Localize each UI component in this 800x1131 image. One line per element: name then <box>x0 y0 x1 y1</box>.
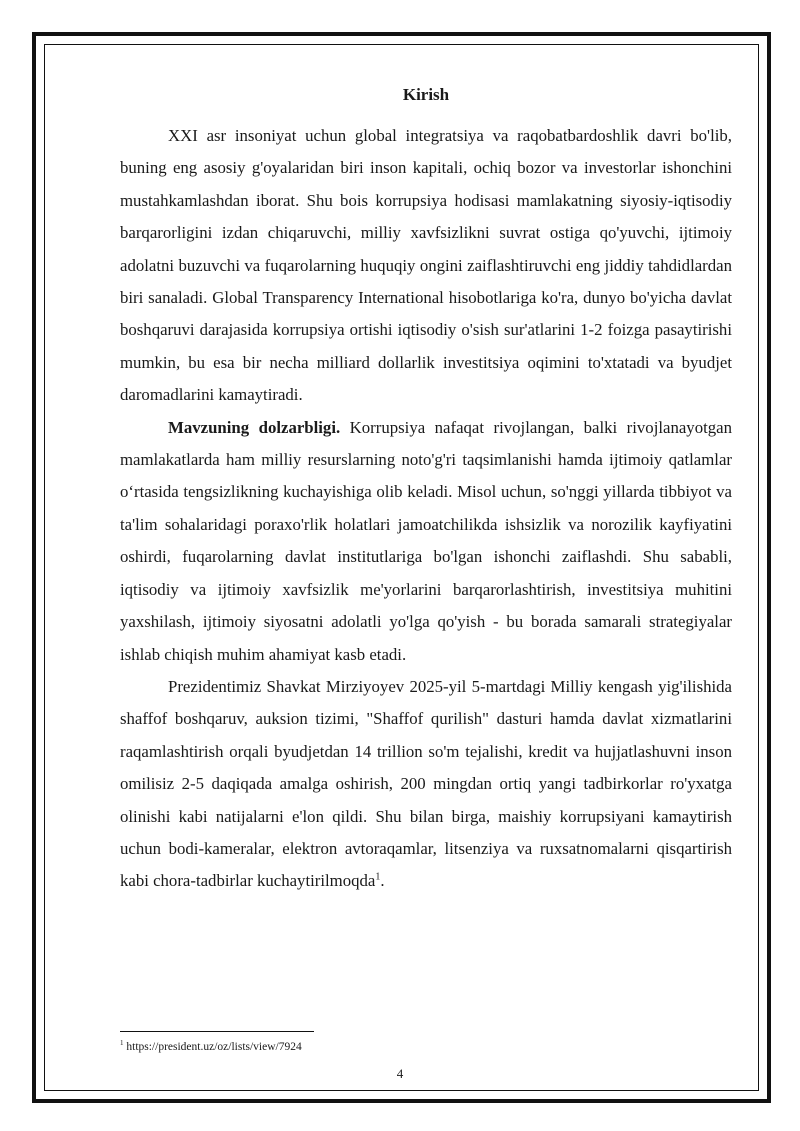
paragraph-intro: XXI asr insoniyat uchun global integratsiya va raqobatbardoshlik davri bo'lib, buning eng asosiy g'oyalaridan biri inson kapitali, ochiq bozor va investorlar ishonchini mustahkamlashdan iborat. Shu bois korrupsiya hodisasi mamlakatning siyosiy-iqtisodiy barqarorligini izdan chiqaruvchi, milliy xavfsizlikni suvrat ostiga qo'yuvchi, ijtimoiy adolatni buzuvchi va fuqarolarning huquqiy ongini zaiflashtiruvchi eng jiddiy tahdidlardan biri sanaladi. Global Transparency International hisobotlariga ko'ra, dunyo bo'yicha davlat boshqaruvi darajasida korrupsiya ortishi iqtisodiy o'sish sur'atlarini 1-2 foizga pasaytirishi mumkin, bu esa bir necha milliard dollarlik investitsiya oqimini to'xtatadi va byudjet daromadlarini kamaytiradi. <box>120 126 732 405</box>
relevance-lead: Mavzuning dolzarbligi. <box>168 417 341 437</box>
section-heading: Kirish <box>402 85 450 104</box>
footnote <box>120 1039 302 1055</box>
footnote-link[interactable]: https://president.uz/oz/lists/view/7924 <box>123 1041 302 1053</box>
president-text: Prezidentimiz Shavkat Mirziyoyev 2025-yil 5-martdagi Milliy kengash yig'ilishida shaffof boshqaruv, auksion tizimi, "Shaffof qurilish" dasturi hamda davlat xizmatlarini raqamlashtirish orqali byudjetdan 14 trillion so'm tejalishi, kredit va hujjatlashuvni inson omilisiz 2-5 daqiqada amalga oshirish, 200 mingdan ortiq yangi tadbirkorlar ro'yxatga olinishi kabi natijalarni e'lon qildi. Shu bilan birga, maishiy korrupsiyani kamaytirish uchun bodi-kameralar, elektron avtoraqamlar, litsenziya va ruxsatnomalarni qisqartirish kabi chora-tadbirlar kuchaytirilmoqda <box>120 676 732 891</box>
footnote-marker: 1 <box>120 1039 124 1048</box>
page-number: 4 <box>396 1066 404 1081</box>
paragraph-relevance <box>120 412 732 671</box>
footnote-reference[interactable]: 1 <box>375 871 381 883</box>
president-text-end: . <box>380 871 385 891</box>
document-body <box>120 82 732 898</box>
relevance-text: Korrupsiya nafaqat rivojlangan, balki rivojlanayotgan mamlakatlarda ham milliy resurslarning noto'g'ri taqsimlanishi hamda ijtimoiy qatlamlar o‘rtasida tengsizlikning kuchayishiga olib keladi. Misol uchun, so'nggi yillarda tibbiyot va ta'lim sohalaridagi poraxo'rlik holatlari jamoatchilikda ishsizlik va norozilik kayfiyatini oshirdi, fuqarolarning davlat institutlariga bo'lgan ishonchi zaiflashdi. Shu sababli, iqtisodiy va ijtimoiy xavfsizlik me'yorlarini barqarorlashtirish, investitsiya muhitini yaxshilash, ijtimoiy siyosatni adolatli yo'lga qo'yish - bu borada samarali strategiyalar ishlab chiqish muhim ahamiyat kasb etadi. <box>120 417 732 664</box>
paragraph-president <box>120 671 732 898</box>
footnote-separator <box>120 1031 314 1032</box>
